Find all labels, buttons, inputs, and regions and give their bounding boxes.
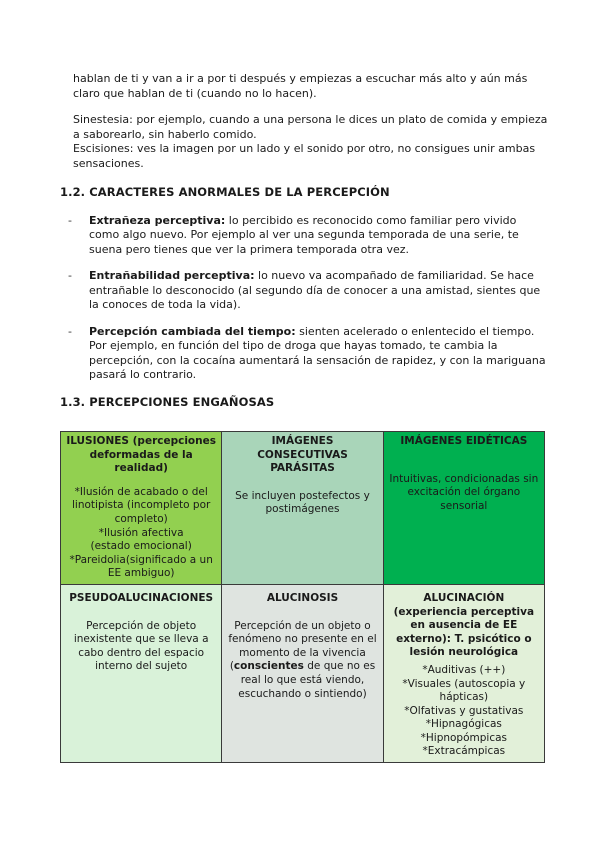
section-13-title: 1.3. PERCEPCIONES ENGAÑOSAS <box>60 394 275 409</box>
cell-title: ALUCINOSIS <box>266 591 339 604</box>
intro-paragraph: hablan de ti y van a ir a por ti después y empiezas a escuchar más alto y aún más claro que hablan de ti (cuando no lo hacen). <box>73 72 528 100</box>
cell-title: IMÁGENES EIDÉTICAS <box>400 435 528 447</box>
cell-pseudoalucinaciones <box>61 584 222 762</box>
cell-body: Percepción de objeto inexistente que se lleva a cabo dentro del espacio interno del sujeto <box>73 619 209 673</box>
item-text: lo percibido es reconocido como familiar pero vivido como algo nuevo. Por ejemplo al ver una segunda temporada de una serie, te suena pero tienes que ver la primera temporada otra vez. <box>89 213 519 256</box>
escisiones-paragraph: Escisiones: ves la imagen por un lado y el sonido por otro, no consigues unir ambas sensaciones. <box>73 142 536 170</box>
perceptions-table <box>60 431 545 763</box>
cell-title: ILUSIONES (percepciones deformadas de la realidad) <box>66 435 216 475</box>
cell-imagenes-consecutivas <box>222 432 383 585</box>
item-text: sienten acelerado o enlentecido el tiempo. Por ejemplo, en función del tipo de droga que hayas tomado, te cambia la percepción, con la cocaína aumentará la sensación de rapidez, y con la mariguana pasará lo contrario. <box>89 324 546 381</box>
cell-body: *Ilusión de acabado o del linotipista (incompleto por completo) *Ilusión afectiva (estado emocional) *Pareidolia(significado a un EE ambiguo) <box>69 485 213 580</box>
cell-body: Se incluyen postefectos y postimágenes <box>235 489 370 516</box>
body-text: de que no es real lo que está viendo, escuchando o sintiendo) <box>238 660 376 700</box>
cell-body: *Auditivas (++) *Visuales (autoscopia y hápticas) *Olfativas y gustativas *Hipnagógicas *Hipnopómpicas *Extracámpicas <box>402 663 526 758</box>
item-term: Extrañeza perceptiva: <box>89 213 226 227</box>
cell-imagenes-eideticas <box>383 432 544 585</box>
document-page <box>60 72 548 423</box>
cell-alucinacion <box>383 584 544 762</box>
item-text: lo nuevo va acompañado de familiaridad. Se hace entrañable lo desconocido (al segundo día de conocer a una amistad, sientes que la conoces de toda la vida). <box>89 269 541 311</box>
item-term: Entrañabilidad perceptiva: <box>89 269 255 282</box>
list-item <box>73 214 548 258</box>
cell-body: Intuitivas, condicionadas sin excitación del órgano sensorial <box>389 472 539 512</box>
cell-alucinosis <box>222 584 383 762</box>
cell-ilusiones <box>61 432 222 585</box>
list-item <box>73 325 548 383</box>
sinestesia-paragraph: Sinestesia: por ejemplo, cuando a una persona le dices un plato de comida y empieza a saborearlo, sin haberlo comido. <box>73 113 548 141</box>
cell-title: IMÁGENES CONSECUTIVAS PARÁSITAS <box>257 435 348 475</box>
item-term: Percepción cambiada del tiempo: <box>89 324 296 338</box>
cell-title: PSEUDOALUCINACIONES <box>69 591 214 604</box>
anomalies-list <box>73 214 548 383</box>
cell-title: ALUCINACIÓN (experiencia perceptiva en ausencia de EE externo): T. psicótico o lesión neurológica <box>393 591 535 659</box>
cell-body <box>226 620 378 702</box>
section-12-title: 1.2. CARACTERES ANORMALES DE LA PERCEPCIÓN <box>60 185 390 199</box>
body-text: Percepción de un objeto o fenómeno no presente en el momento de la vivencia ( <box>228 619 377 673</box>
body-bold-text: conscientes <box>233 660 304 673</box>
list-item <box>73 269 548 313</box>
